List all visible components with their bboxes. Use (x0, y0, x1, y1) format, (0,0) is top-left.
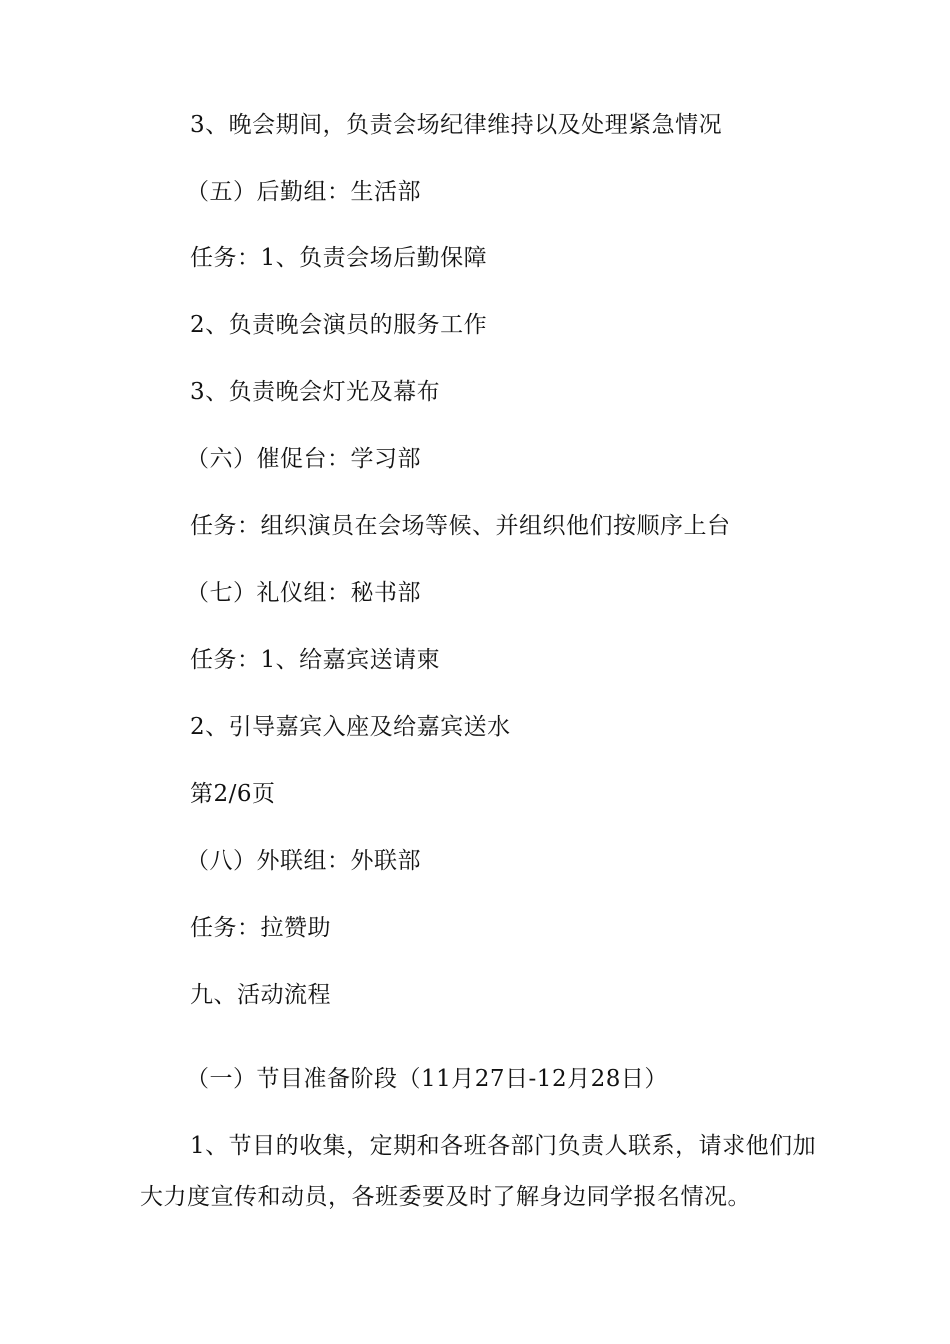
text-line: 任务：组织演员在会场等候、并组织他们按顺序上台 (190, 513, 731, 539)
chapter-heading: 九、活动流程 (190, 982, 331, 1008)
text-line: 任务：1、给嘉宾送请柬 (190, 647, 441, 673)
text-line: 3、负责晚会灯光及幕布 (190, 379, 441, 405)
text-line: 3、晚会期间，负责会场纪律维持以及处理紧急情况 (190, 112, 723, 138)
text-line: 任务：1、负责会场后勤保障 (190, 245, 488, 271)
page-number: 第2/6页 (190, 781, 276, 807)
paragraph-line: 大力度宣传和动员，各班委要及时了解身边同学报名情况。 (140, 1184, 751, 1210)
section-heading: （一）节目准备阶段（11月27日-12月28日） (186, 1066, 668, 1092)
section-heading: （五）后勤组：生活部 (186, 179, 421, 205)
section-heading: （七）礼仪组：秘书部 (186, 580, 421, 606)
section-heading: （八）外联组：外联部 (186, 848, 421, 874)
text-line: 2、负责晚会演员的服务工作 (190, 312, 488, 338)
paragraph-line: 1、节目的收集，定期和各班各部门负责人联系，请求他们加 (190, 1133, 817, 1159)
section-heading: （六）催促台：学习部 (186, 446, 421, 472)
text-line: 任务：拉赞助 (190, 915, 331, 941)
text-line: 2、引导嘉宾入座及给嘉宾送水 (190, 714, 511, 740)
